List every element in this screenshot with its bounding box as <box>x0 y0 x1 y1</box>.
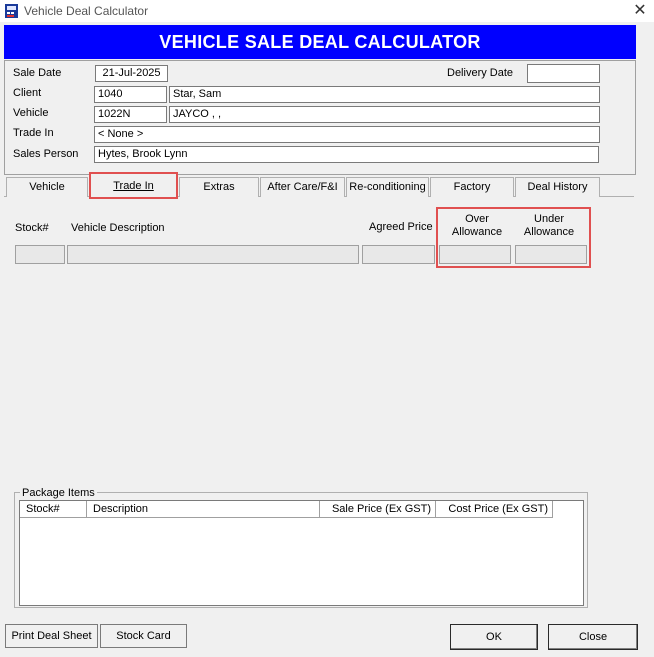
sale-date-field[interactable]: 21-Jul-2025 <box>95 65 168 82</box>
under-allowance-line1: Under <box>534 213 564 225</box>
tab-after-care[interactable] <box>260 177 345 197</box>
sales-person-label: Sales Person <box>13 148 79 160</box>
trade-in-description-cell[interactable] <box>67 245 359 264</box>
trade-in-field[interactable]: < None > <box>94 126 600 143</box>
under-allowance-line2: Allowance <box>523 226 575 238</box>
page-title: VEHICLE SALE DEAL CALCULATOR <box>4 25 636 59</box>
stock-card-button[interactable] <box>100 624 187 648</box>
vehicle-label: Vehicle <box>13 107 49 119</box>
tab-factory-label: Factory <box>453 181 491 193</box>
over-allowance-line1: Over <box>465 213 489 225</box>
sale-date-label: Sale Date <box>13 67 62 79</box>
trade-in-stock-cell[interactable] <box>15 245 65 264</box>
tab-trade-in[interactable] <box>89 172 178 199</box>
tab-deal-history-label: Deal History <box>527 181 588 193</box>
stock-card-label: Stock Card <box>116 630 171 642</box>
package-description-column[interactable]: Description <box>87 501 320 518</box>
print-deal-sheet-label: Print Deal Sheet <box>11 630 92 642</box>
tab-reconditioning-label: Re-conditioning <box>349 181 426 193</box>
vehicle-code-field[interactable]: 1022N <box>94 106 167 123</box>
over-allowance-line2: Allowance <box>451 226 503 238</box>
trade-in-under-allowance-cell[interactable] <box>515 245 587 264</box>
over-allowance-header <box>441 213 513 239</box>
tab-deal-history[interactable] <box>515 177 600 197</box>
tab-vehicle[interactable] <box>6 177 88 197</box>
trade-in-label: Trade In <box>13 127 54 139</box>
app-icon <box>4 3 19 19</box>
agreed-price-column-header: Agreed Price <box>369 221 433 233</box>
client-label: Client <box>13 87 42 99</box>
client-name-field[interactable]: Star, Sam <box>169 86 600 103</box>
package-sale-price-column[interactable]: Sale Price (Ex GST) <box>320 501 436 518</box>
trade-in-agreed-price-cell[interactable] <box>362 245 435 264</box>
close-label: Close <box>578 631 608 643</box>
tab-extras-label: Extras <box>203 181 235 193</box>
delivery-date-label: Delivery Date <box>447 67 514 79</box>
sales-person-field[interactable]: Hytes, Brook Lynn <box>94 146 599 163</box>
under-allowance-header <box>513 213 585 239</box>
print-deal-sheet-button[interactable] <box>5 624 98 648</box>
close-button[interactable] <box>548 624 638 650</box>
close-icon[interactable]: ✕ <box>633 2 647 19</box>
stock-column-header: Stock# <box>15 222 49 234</box>
ok-label: OK <box>486 631 502 643</box>
tab-extras[interactable] <box>179 177 259 197</box>
client-code-field[interactable]: 1040 <box>94 86 167 103</box>
delivery-date-field[interactable] <box>527 64 600 83</box>
window-title: Vehicle Deal Calculator <box>24 4 149 18</box>
tab-vehicle-label: Vehicle <box>29 181 65 193</box>
tab-trade-in-label: Trade In <box>113 180 154 192</box>
vehicle-description-column-header: Vehicle Description <box>71 222 165 234</box>
tab-reconditioning[interactable] <box>346 177 429 197</box>
package-cost-price-column[interactable]: Cost Price (Ex GST) <box>436 501 553 518</box>
tab-factory[interactable] <box>430 177 514 197</box>
ok-button[interactable] <box>450 624 538 650</box>
tab-after-care-label: After Care/F&I <box>267 181 338 193</box>
vehicle-description-field[interactable]: JAYCO , , <box>169 106 600 123</box>
package-items-title: Package Items <box>22 487 95 499</box>
package-stock-column[interactable]: Stock# <box>20 501 87 518</box>
trade-in-over-allowance-cell[interactable] <box>439 245 511 264</box>
